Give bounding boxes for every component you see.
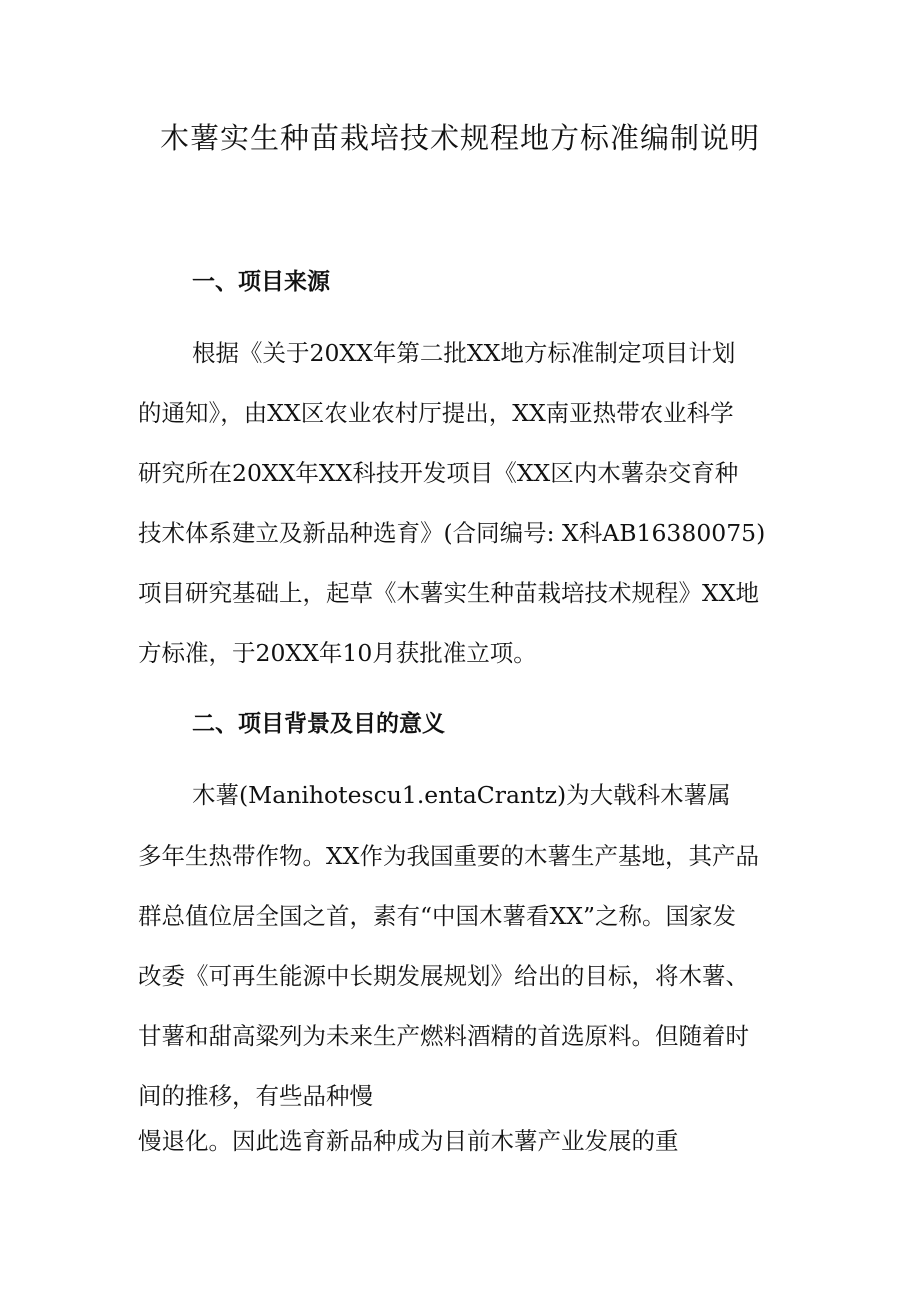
paragraph-line: 项目研究基础上，起草《木薯实生种苗栽培技术规程》XX地 [138, 579, 759, 607]
paragraph-line: 方标准，于20XX年10月获批准立项。 [138, 639, 537, 667]
paragraph-line: 研究所在20XX年XX科技开发项目《XX区内木薯杂交育种 [138, 459, 739, 487]
section-heading-background-purpose: 二、项目背景及目的意义 [192, 711, 445, 737]
paragraph-line: 甘薯和甜高粱列为未来生产燃料酒精的首选原料。但随着时 [138, 1022, 749, 1050]
paragraph-line: 间的推移，有些品种慢 [138, 1082, 373, 1110]
document-title: 木薯实生种苗栽培技术规程地方标准编制说明 [159, 121, 760, 155]
paragraph-line: 木薯(Manihotescu1.entaCrantz)为大戟科木薯属 [192, 781, 731, 809]
paragraph-line: 根据《关于20XX年第二批XX地方标准制定项目计划 [192, 339, 736, 367]
paragraph-line: 群总值位居全国之首，素有“中国木薯看XX”之称。国家发 [138, 902, 736, 930]
paragraph-line: 技术体系建立及新品种选育》(合同编号: X科AB16380075) [138, 519, 766, 547]
paragraph-line: 的通知》，由XX区农业农村厅提出，XX南亚热带农业科学 [138, 399, 734, 427]
paragraph-line: 多年生热带作物。XX作为我国重要的木薯生产基地，其产品 [138, 842, 759, 870]
section-heading-project-source: 一、项目来源 [192, 269, 330, 295]
paragraph-line: 慢退化。因此选育新品种成为目前木薯产业发展的重 [138, 1127, 679, 1155]
paragraph-line: 改委《可再生能源中长期发展规划》给出的目标，将木薯、 [138, 962, 749, 990]
